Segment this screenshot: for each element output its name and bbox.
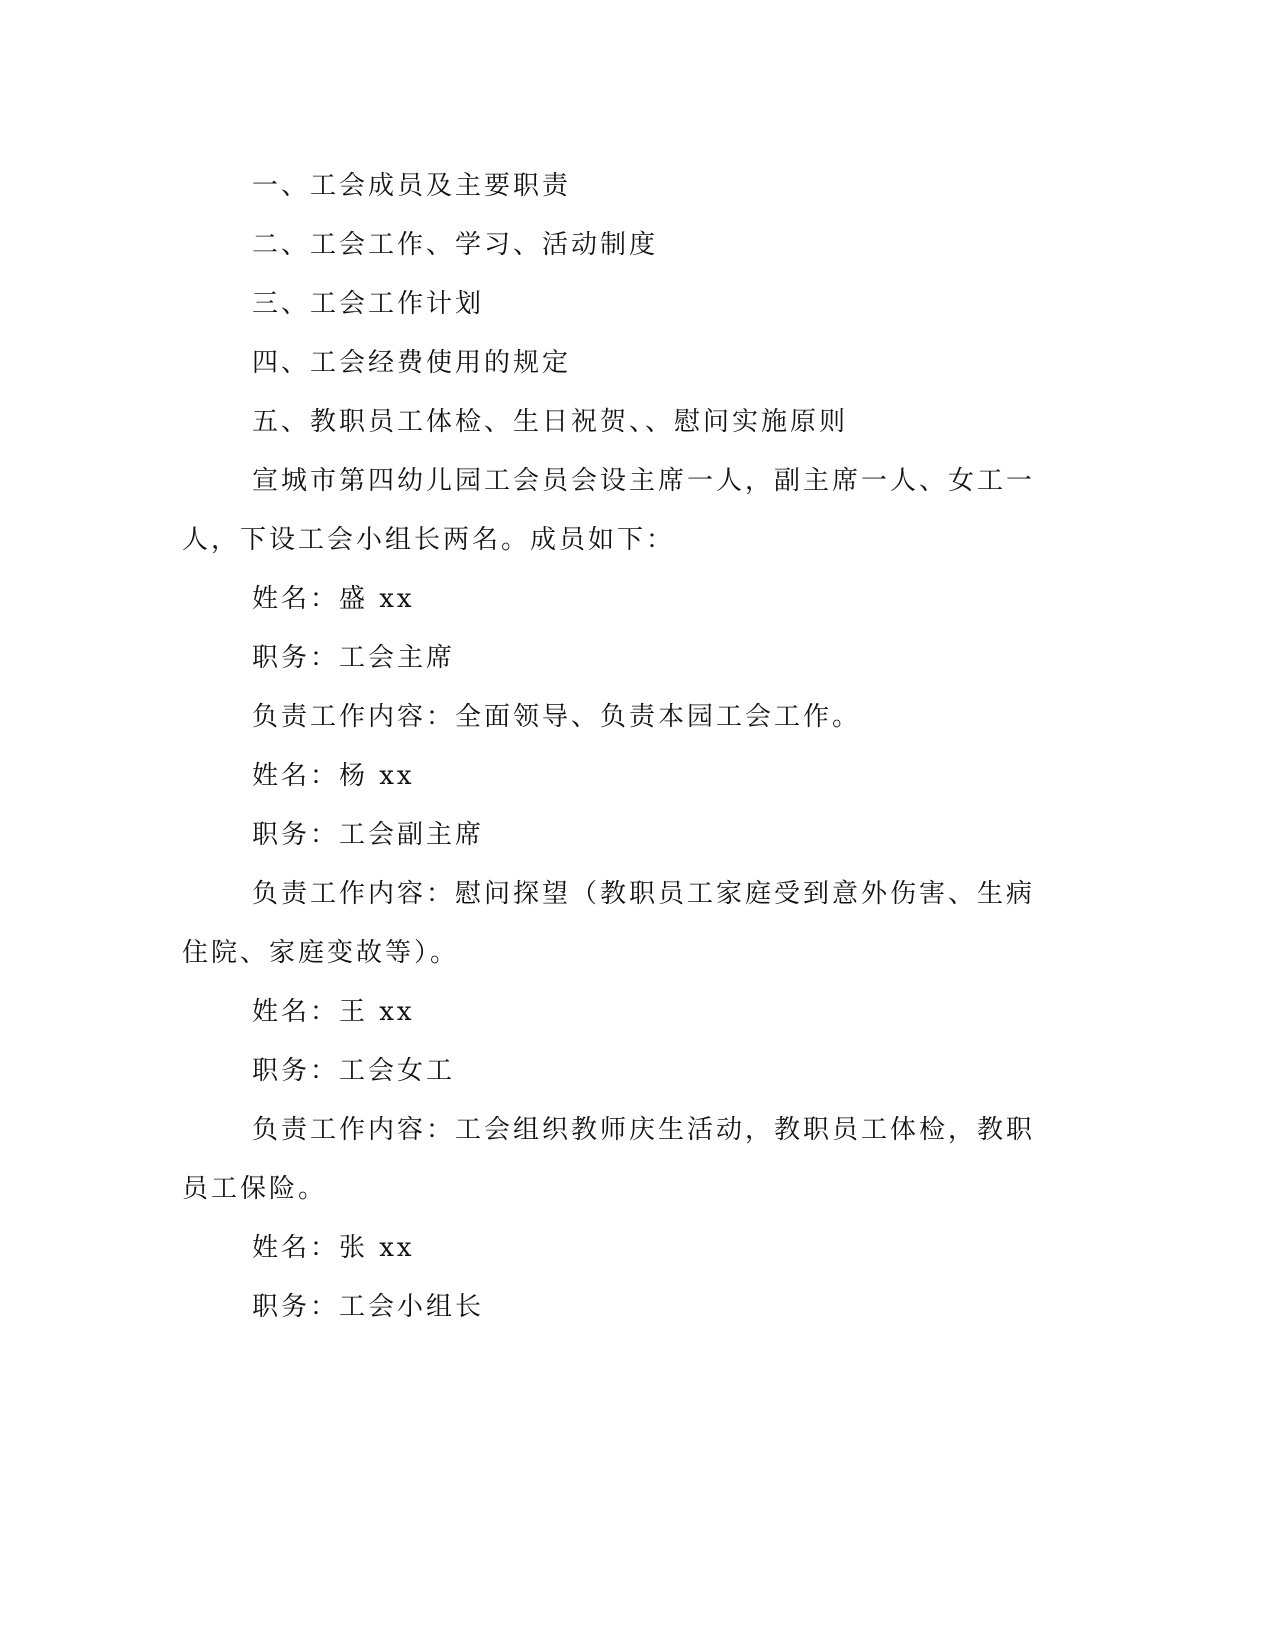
section-heading-checkup-principles: 五、教职员工体检、生日祝贺、、慰问实施原则 [252, 407, 849, 437]
member-name: 姓名：杨 xx [252, 761, 415, 791]
member-duties: 负责工作内容：工会组织教师庆生活动，教职员工体检，教职员工保险。 [182, 1115, 1036, 1204]
member-duties: 负责工作内容：全面领导、负责本园工会工作。 [252, 702, 862, 732]
member-position: 职务：工会女工 [252, 1056, 456, 1086]
member-position: 职务：工会主席 [252, 643, 456, 673]
document-body [182, 157, 1040, 1337]
intro-paragraph: 宣城市第四幼儿园工会员会设主席一人，副主席一人、女工一人，下设工会小组长两名。成员如下： [182, 466, 1036, 555]
member-position: 职务：工会副主席 [252, 820, 485, 850]
member-duties: 负责工作内容：慰问探望（教职员工家庭受到意外伤害、生病住院、家庭变故等）。 [182, 879, 1036, 968]
section-heading-work-plan: 三、工会工作计划 [252, 289, 485, 319]
section-heading-funds-rules: 四、工会经费使用的规定 [252, 348, 572, 378]
member-name: 姓名：盛 xx [252, 584, 415, 614]
section-heading-work-study-rules: 二、工会工作、学习、活动制度 [252, 230, 659, 260]
member-position: 职务：工会小组长 [252, 1292, 485, 1322]
section-heading-members-duties: 一、工会成员及主要职责 [252, 171, 572, 201]
member-name: 姓名：王 xx [252, 997, 415, 1027]
member-name: 姓名：张 xx [252, 1233, 415, 1263]
